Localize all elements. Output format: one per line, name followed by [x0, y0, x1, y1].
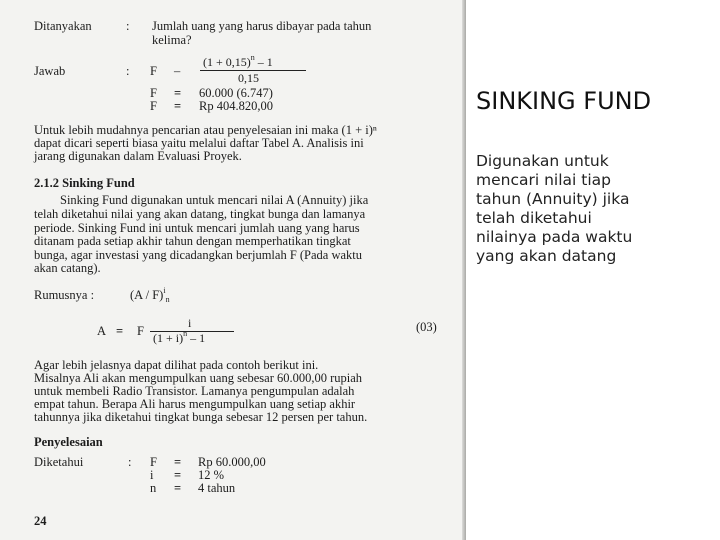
eq2-value: 60.000 (6.747): [199, 86, 273, 100]
formula-denominator-tail: – 1: [187, 331, 206, 345]
colon: :: [126, 64, 130, 78]
formula-denominator-base: (1 + i): [153, 331, 184, 345]
para2-line-6: akan catang).: [34, 261, 101, 275]
rumus-notation: [130, 288, 170, 304]
ditanyakan-label: Ditanyakan: [34, 19, 92, 33]
eq1-denominator: 0,15: [238, 71, 259, 85]
known-value: 4 tahun: [198, 481, 236, 495]
colon: :: [128, 455, 132, 469]
para2-line-2: telah diketahui nilai yang akan datang, tingkat bunga dan lamanya: [34, 207, 366, 221]
known-value: Rp 60.000,00: [198, 455, 266, 469]
eq3-f: F: [150, 99, 157, 113]
rumus-superscript: i: [163, 286, 166, 295]
para2-line-5: bunga, agar investasi yang dicadangkan berjumlah F (Pada waktu: [34, 248, 363, 262]
rumus-subscript: n: [165, 295, 170, 304]
eq1-f: F: [150, 64, 157, 78]
para2-line-4: ditanam pada setiap akhir tahun dengan memperhatikan tingkat: [34, 234, 351, 248]
formula-a: A: [97, 324, 107, 338]
known-value: 12 %: [198, 468, 225, 482]
section-heading: 2.1.2 Sinking Fund: [34, 176, 135, 190]
eq1-numerator-tail: – 1: [254, 55, 273, 69]
rumus-base: (A / F): [130, 288, 164, 302]
eq3-value: Rp 404.820,00: [199, 99, 273, 113]
para3-line-2: Misalnya Ali akan mengumpulkan uang sebesar 60.000,00 rupiah: [34, 371, 363, 385]
eq1-numerator-exponent: n: [250, 53, 255, 62]
formula-f: F: [137, 324, 144, 338]
known-symbol: n: [150, 481, 157, 495]
known-sign: =: [174, 481, 182, 495]
colon: :: [126, 19, 130, 33]
para2-line-3: periode. Sinking Fund ini untuk mencari jumlah uang yang harus: [34, 221, 360, 235]
rumusnya-label: Rumusnya :: [34, 288, 95, 302]
para1-line-1: Untuk lebih mudahnya pencarian atau penyelesaian ini maka (1 + i)ⁿ: [34, 123, 377, 137]
formula-numerator: i: [188, 316, 192, 330]
page-edge-shadow: [462, 0, 466, 540]
penyelesaian-heading: Penyelesaian: [34, 435, 103, 449]
para3-line-1: Agar lebih jelasnya dapat dilihat pada contoh berikut ini.: [34, 358, 319, 372]
para1-line-2: dapat dicari seperti biasa yaitu melalui daftar Tabel A. Analisis ini: [34, 136, 364, 150]
formula-tag: (03): [416, 320, 437, 334]
known-sign: =: [174, 455, 182, 469]
page-number: 24: [34, 514, 47, 528]
eq2-sign: =: [174, 86, 182, 100]
jawab-label: Jawab: [34, 64, 66, 78]
known-symbol: F: [150, 455, 157, 469]
eq3-sign: =: [174, 99, 182, 113]
eq1-numerator: [203, 55, 273, 71]
formula-equals: =: [116, 324, 124, 338]
eq1-numerator-base: (1 + 0,15): [203, 55, 251, 69]
para2-line-1: Sinking Fund digunakan untuk mencari nilai A (Annuity) jika: [60, 193, 369, 207]
slide-body-text: Digunakan untuk mencari nilai tiap tahun (Annuity) jika telah diketahui nilainya pada waktu yang akan datang: [476, 152, 633, 265]
eq1-sign: –: [174, 64, 181, 78]
known-symbol: i: [150, 468, 154, 482]
eq2-f: F: [150, 86, 157, 100]
question-line-2: kelima?: [152, 33, 192, 47]
para3-line-3: untuk membeli Radio Transistor. Lamanya pengumpulan adalah: [34, 384, 355, 398]
question-line-1: Jumlah uang yang harus dibayar pada tahun: [152, 19, 372, 33]
formula-denominator: [153, 331, 205, 347]
diketahui-label: Diketahui: [34, 455, 84, 469]
formula-denominator-exponent: n: [183, 329, 188, 338]
slide-title: SINKING FUND: [476, 87, 652, 115]
known-sign: =: [174, 468, 182, 482]
para3-line-5: tahunnya jika diketahui tingkat bunga sebesar 12 persen per tahun.: [34, 410, 368, 424]
para1-line-3: jarang digunakan dalam Evaluasi Proyek.: [34, 149, 242, 163]
para3-line-4: empat tahun. Berapa Ali harus mengumpulkan uang setiap akhir: [34, 397, 356, 411]
